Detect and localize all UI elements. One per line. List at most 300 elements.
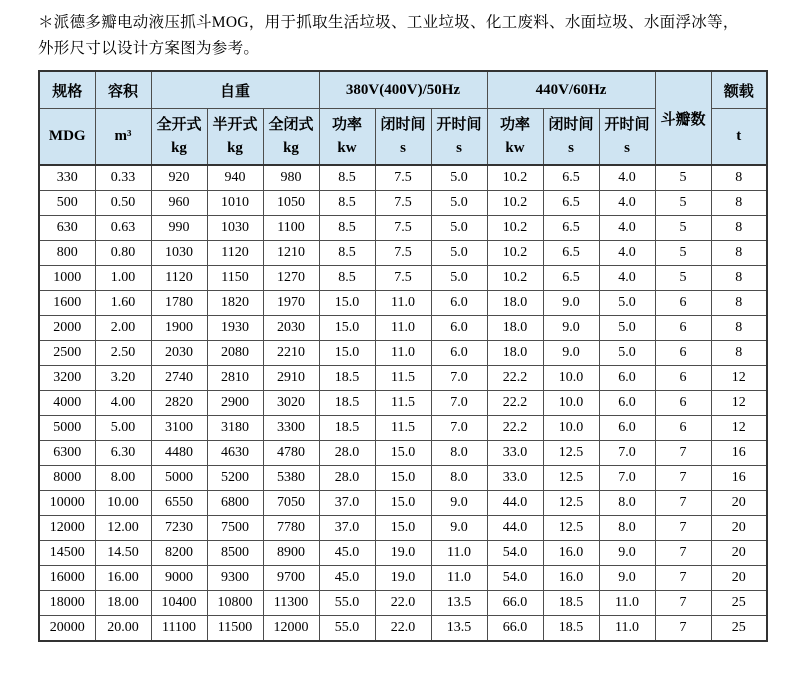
spec-cell: 45.0 — [319, 566, 375, 591]
spec-cell: 14500 — [39, 541, 95, 566]
spec-cell: 8.0 — [599, 516, 655, 541]
spec-cell: 4.0 — [599, 241, 655, 266]
spec-cell: 6.5 — [543, 241, 599, 266]
spec-cell: 18.5 — [543, 591, 599, 616]
spec-cell: 1030 — [207, 216, 263, 241]
spec-cell: 15.0 — [375, 491, 431, 516]
spec-cell: 9.0 — [431, 516, 487, 541]
spec-cell: 10.2 — [487, 266, 543, 291]
spec-cell: 5.00 — [95, 416, 151, 441]
spec-cell: 5.0 — [431, 165, 487, 191]
spec-cell: 15.0 — [319, 341, 375, 366]
spec-cell: 5.0 — [431, 241, 487, 266]
spec-cell: 6.30 — [95, 441, 151, 466]
spec-cell: 7.0 — [431, 366, 487, 391]
spec-cell: 4.0 — [599, 191, 655, 216]
spec-cell: 10400 — [151, 591, 207, 616]
header-cell-power-440 — [487, 109, 543, 166]
spec-cell: 8.0 — [599, 491, 655, 516]
spec-cell: 990 — [151, 216, 207, 241]
spec-cell: 10.2 — [487, 216, 543, 241]
spec-cell: 6 — [655, 366, 711, 391]
table-row — [39, 541, 767, 566]
spec-cell: 7 — [655, 541, 711, 566]
spec-cell: 0.50 — [95, 191, 151, 216]
spec-cell: 6.0 — [599, 366, 655, 391]
spec-cell: 7050 — [263, 491, 319, 516]
spec-cell: 7 — [655, 441, 711, 466]
spec-cell: 10.0 — [543, 391, 599, 416]
spec-cell: 16 — [711, 441, 767, 466]
spec-cell: 5.0 — [431, 216, 487, 241]
header-cell-380v: 380V(400V)/50Hz — [319, 71, 487, 109]
spec-cell: 5 — [655, 241, 711, 266]
spec-cell: 5.0 — [599, 291, 655, 316]
table-row — [39, 266, 767, 291]
spec-cell: 5000 — [151, 466, 207, 491]
spec-cell: 10000 — [39, 491, 95, 516]
header-cell-rated-load: 额载 — [711, 71, 767, 109]
spec-cell: 7 — [655, 566, 711, 591]
spec-cell: 1820 — [207, 291, 263, 316]
header-cell-spec: 规格 — [39, 71, 95, 109]
header-label: 半开式 — [212, 116, 258, 133]
spec-cell: 2030 — [263, 316, 319, 341]
header-unit: kw — [505, 139, 525, 156]
spec-cell: 4.0 — [599, 216, 655, 241]
header-cell-petal-count: 斗瓣数 — [655, 71, 711, 165]
spec-cell: 12.5 — [543, 466, 599, 491]
spec-cell: 980 — [263, 165, 319, 191]
header-unit: s — [400, 139, 406, 156]
spec-cell: 9.0 — [543, 341, 599, 366]
spec-cell: 1210 — [263, 241, 319, 266]
header-cell-close-time-380 — [375, 109, 431, 166]
spec-cell: 3300 — [263, 416, 319, 441]
spec-cell: 15.0 — [375, 441, 431, 466]
spec-cell: 16000 — [39, 566, 95, 591]
spec-cell: 14.50 — [95, 541, 151, 566]
spec-cell: 7.0 — [599, 466, 655, 491]
spec-cell: 2000 — [39, 316, 95, 341]
spec-cell: 11.5 — [375, 416, 431, 441]
spec-cell: 8 — [711, 291, 767, 316]
table-row — [39, 241, 767, 266]
spec-cell: 12.5 — [543, 516, 599, 541]
spec-cell: 630 — [39, 216, 95, 241]
spec-cell: 33.0 — [487, 466, 543, 491]
spec-cell: 3180 — [207, 416, 263, 441]
spec-cell: 37.0 — [319, 491, 375, 516]
spec-cell: 6.0 — [599, 416, 655, 441]
spec-cell: 1000 — [39, 266, 95, 291]
header-cell-440v: 440V/60Hz — [487, 71, 655, 109]
spec-cell: 9000 — [151, 566, 207, 591]
spec-cell: 8.5 — [319, 241, 375, 266]
spec-cell: 5 — [655, 165, 711, 191]
spec-cell: 22.2 — [487, 391, 543, 416]
spec-cell: 4.0 — [599, 165, 655, 191]
spec-cell: 22.0 — [375, 591, 431, 616]
spec-cell: 2500 — [39, 341, 95, 366]
spec-cell: 3020 — [263, 391, 319, 416]
spec-cell: 12 — [711, 366, 767, 391]
header-label: 全开式 — [156, 116, 202, 133]
spec-cell: 55.0 — [319, 591, 375, 616]
spec-cell: 20 — [711, 541, 767, 566]
table-row — [39, 366, 767, 391]
spec-cell: 7230 — [151, 516, 207, 541]
spec-cell: 15.0 — [319, 291, 375, 316]
spec-cell: 28.0 — [319, 466, 375, 491]
spec-cell: 9300 — [207, 566, 263, 591]
spec-table — [38, 70, 768, 642]
header-label: 功率 — [499, 116, 530, 133]
spec-cell: 66.0 — [487, 616, 543, 642]
spec-cell: 6.5 — [543, 191, 599, 216]
table-row — [39, 216, 767, 241]
spec-cell: 20 — [711, 516, 767, 541]
header-label: 功率 — [331, 116, 362, 133]
spec-table-header — [39, 71, 767, 165]
header-cell-full-closed — [263, 109, 319, 166]
spec-cell: 10800 — [207, 591, 263, 616]
spec-cell: 4480 — [151, 441, 207, 466]
spec-cell: 9.0 — [543, 316, 599, 341]
spec-cell: 1030 — [151, 241, 207, 266]
spec-cell: 25 — [711, 616, 767, 642]
spec-cell: 9.0 — [543, 291, 599, 316]
spec-cell: 8 — [711, 191, 767, 216]
spec-cell: 16.0 — [543, 566, 599, 591]
spec-cell: 12000 — [263, 616, 319, 642]
table-row — [39, 466, 767, 491]
table-row — [39, 591, 767, 616]
spec-cell: 1120 — [207, 241, 263, 266]
spec-cell: 8 — [711, 266, 767, 291]
spec-cell: 6 — [655, 391, 711, 416]
spec-cell: 0.33 — [95, 165, 151, 191]
spec-cell: 12.5 — [543, 441, 599, 466]
spec-cell: 7.0 — [431, 416, 487, 441]
spec-cell: 7 — [655, 491, 711, 516]
spec-cell: 6 — [655, 316, 711, 341]
spec-cell: 8000 — [39, 466, 95, 491]
header-unit: kg — [283, 139, 299, 156]
spec-cell: 20 — [711, 491, 767, 516]
header-cell-volume: 容积 — [95, 71, 151, 109]
spec-cell: 1050 — [263, 191, 319, 216]
spec-cell: 9.0 — [599, 566, 655, 591]
spec-cell: 19.0 — [375, 566, 431, 591]
spec-cell: 11.5 — [375, 391, 431, 416]
spec-cell: 18000 — [39, 591, 95, 616]
spec-cell: 11.0 — [599, 591, 655, 616]
spec-cell: 8.5 — [319, 191, 375, 216]
spec-cell: 18.00 — [95, 591, 151, 616]
spec-cell: 4780 — [263, 441, 319, 466]
table-row — [39, 191, 767, 216]
spec-cell: 1.60 — [95, 291, 151, 316]
spec-cell: 2820 — [151, 391, 207, 416]
spec-cell: 5 — [655, 216, 711, 241]
spec-cell: 16.0 — [543, 541, 599, 566]
header-cell-full-open — [151, 109, 207, 166]
header-cell-t: t — [711, 109, 767, 166]
header-cell-m3: m³ — [95, 109, 151, 166]
spec-cell: 33.0 — [487, 441, 543, 466]
table-row — [39, 316, 767, 341]
table-row — [39, 491, 767, 516]
spec-cell: 18.5 — [319, 416, 375, 441]
spec-cell: 16 — [711, 466, 767, 491]
spec-cell: 7 — [655, 466, 711, 491]
spec-cell: 8 — [711, 241, 767, 266]
spec-cell: 800 — [39, 241, 95, 266]
spec-cell: 18.5 — [319, 366, 375, 391]
header-label: 开时间 — [604, 116, 650, 133]
header-label: 全闭式 — [268, 116, 314, 133]
header-unit: kg — [171, 139, 187, 156]
spec-cell: 11.0 — [375, 316, 431, 341]
spec-cell: 25 — [711, 591, 767, 616]
spec-cell: 2.00 — [95, 316, 151, 341]
spec-cell: 7.5 — [375, 266, 431, 291]
spec-cell: 12 — [711, 416, 767, 441]
spec-cell: 3200 — [39, 366, 95, 391]
header-label: 开时间 — [436, 116, 482, 133]
spec-cell: 8 — [711, 341, 767, 366]
spec-cell: 8.5 — [319, 165, 375, 191]
table-row — [39, 165, 767, 191]
table-row — [39, 416, 767, 441]
table-row — [39, 291, 767, 316]
spec-cell: 11.0 — [431, 566, 487, 591]
spec-cell: 940 — [207, 165, 263, 191]
table-row — [39, 441, 767, 466]
header-row-1 — [39, 71, 767, 109]
spec-cell: 8.00 — [95, 466, 151, 491]
spec-cell: 330 — [39, 165, 95, 191]
spec-cell: 1900 — [151, 316, 207, 341]
header-cell-open-time-440 — [599, 109, 655, 166]
spec-cell: 9.0 — [599, 541, 655, 566]
spec-cell: 8 — [711, 216, 767, 241]
spec-cell: 6.0 — [431, 291, 487, 316]
spec-cell: 66.0 — [487, 591, 543, 616]
header-unit: s — [568, 139, 574, 156]
spec-cell: 16.00 — [95, 566, 151, 591]
spec-cell: 10.00 — [95, 491, 151, 516]
spec-cell: 7 — [655, 616, 711, 642]
spec-cell: 7 — [655, 591, 711, 616]
spec-cell: 10.2 — [487, 165, 543, 191]
spec-cell: 1600 — [39, 291, 95, 316]
spec-cell: 5000 — [39, 416, 95, 441]
spec-cell: 12.5 — [543, 491, 599, 516]
header-unit: kg — [227, 139, 243, 156]
header-cell-power-380 — [319, 109, 375, 166]
header-cell-mdg: MDG — [39, 109, 95, 166]
spec-cell: 960 — [151, 191, 207, 216]
spec-cell: 6300 — [39, 441, 95, 466]
spec-cell: 2210 — [263, 341, 319, 366]
spec-cell: 8900 — [263, 541, 319, 566]
spec-table-body — [39, 165, 767, 641]
spec-cell: 7500 — [207, 516, 263, 541]
spec-cell: 6.0 — [431, 316, 487, 341]
spec-cell: 1780 — [151, 291, 207, 316]
spec-cell: 15.0 — [375, 516, 431, 541]
spec-cell: 20000 — [39, 616, 95, 642]
spec-cell: 1150 — [207, 266, 263, 291]
spec-cell: 19.0 — [375, 541, 431, 566]
spec-cell: 6 — [655, 291, 711, 316]
spec-cell: 5.0 — [599, 316, 655, 341]
spec-cell: 6550 — [151, 491, 207, 516]
header-cell-close-time-440 — [543, 109, 599, 166]
spec-cell: 18.5 — [319, 391, 375, 416]
spec-cell: 5 — [655, 191, 711, 216]
spec-cell: 10.0 — [543, 366, 599, 391]
spec-cell: 22.2 — [487, 366, 543, 391]
spec-cell: 18.0 — [487, 341, 543, 366]
spec-cell: 6 — [655, 416, 711, 441]
spec-cell: 8 — [711, 165, 767, 191]
spec-cell: 1.00 — [95, 266, 151, 291]
spec-cell: 10.2 — [487, 191, 543, 216]
spec-cell: 1270 — [263, 266, 319, 291]
spec-cell: 8.0 — [431, 466, 487, 491]
intro-line-1: ＊派德多瓣电动液压抓斗MOG，用于抓取生活垃圾、工业垃圾、化工废料、水面垃圾、水面浮冰等， — [38, 14, 739, 31]
spec-cell: 7.5 — [375, 216, 431, 241]
spec-cell: 500 — [39, 191, 95, 216]
header-unit: s — [456, 139, 462, 156]
spec-cell: 11.0 — [375, 341, 431, 366]
spec-cell: 11300 — [263, 591, 319, 616]
spec-cell: 54.0 — [487, 566, 543, 591]
header-label: 闭时间 — [548, 116, 594, 133]
spec-cell: 2900 — [207, 391, 263, 416]
spec-cell: 18.0 — [487, 316, 543, 341]
spec-cell: 2030 — [151, 341, 207, 366]
spec-cell: 7.0 — [431, 391, 487, 416]
spec-cell: 10.2 — [487, 241, 543, 266]
spec-cell: 45.0 — [319, 541, 375, 566]
spec-cell: 6800 — [207, 491, 263, 516]
spec-cell: 22.2 — [487, 416, 543, 441]
intro-text — [38, 10, 770, 62]
header-cell-self-weight: 自重 — [151, 71, 319, 109]
spec-cell: 8 — [711, 316, 767, 341]
spec-cell: 10.0 — [543, 416, 599, 441]
spec-cell: 5380 — [263, 466, 319, 491]
spec-cell: 6.5 — [543, 266, 599, 291]
spec-cell: 7 — [655, 516, 711, 541]
spec-cell: 4630 — [207, 441, 263, 466]
header-cell-open-time-380 — [431, 109, 487, 166]
spec-cell: 12.00 — [95, 516, 151, 541]
spec-cell: 3100 — [151, 416, 207, 441]
spec-cell: 6 — [655, 341, 711, 366]
intro-line-2: 外形尺寸以设计方案图为参考。 — [38, 40, 260, 57]
table-row — [39, 341, 767, 366]
spec-cell: 5.0 — [431, 266, 487, 291]
spec-cell: 6.0 — [431, 341, 487, 366]
spec-cell: 5.0 — [431, 191, 487, 216]
spec-cell: 9.0 — [431, 491, 487, 516]
spec-cell: 3.20 — [95, 366, 151, 391]
spec-cell: 11500 — [207, 616, 263, 642]
spec-cell: 22.0 — [375, 616, 431, 642]
spec-cell: 1120 — [151, 266, 207, 291]
spec-cell: 7780 — [263, 516, 319, 541]
spec-cell: 15.0 — [375, 466, 431, 491]
spec-cell: 7.5 — [375, 241, 431, 266]
spec-cell: 12 — [711, 391, 767, 416]
spec-cell: 2080 — [207, 341, 263, 366]
spec-cell: 6.5 — [543, 165, 599, 191]
page — [0, 10, 800, 694]
spec-cell: 11.0 — [599, 616, 655, 642]
spec-cell: 1970 — [263, 291, 319, 316]
header-unit: s — [624, 139, 630, 156]
table-row — [39, 616, 767, 642]
spec-cell: 37.0 — [319, 516, 375, 541]
header-cell-half-open — [207, 109, 263, 166]
header-label: 闭时间 — [380, 116, 426, 133]
spec-cell: 12000 — [39, 516, 95, 541]
spec-cell: 11.0 — [375, 291, 431, 316]
spec-cell: 55.0 — [319, 616, 375, 642]
spec-cell: 9700 — [263, 566, 319, 591]
spec-cell: 5 — [655, 266, 711, 291]
spec-cell: 6.0 — [599, 391, 655, 416]
spec-cell: 2910 — [263, 366, 319, 391]
spec-cell: 44.0 — [487, 491, 543, 516]
spec-cell: 0.63 — [95, 216, 151, 241]
spec-cell: 28.0 — [319, 441, 375, 466]
spec-cell: 11.0 — [431, 541, 487, 566]
spec-cell: 8200 — [151, 541, 207, 566]
spec-cell: 13.5 — [431, 591, 487, 616]
header-unit: kw — [337, 139, 357, 156]
spec-cell: 1100 — [263, 216, 319, 241]
table-row — [39, 391, 767, 416]
table-row — [39, 516, 767, 541]
spec-cell: 13.5 — [431, 616, 487, 642]
spec-cell: 20 — [711, 566, 767, 591]
spec-cell: 8500 — [207, 541, 263, 566]
spec-cell: 5200 — [207, 466, 263, 491]
spec-cell: 11100 — [151, 616, 207, 642]
spec-cell: 6.5 — [543, 216, 599, 241]
spec-cell: 20.00 — [95, 616, 151, 642]
spec-cell: 4.0 — [599, 266, 655, 291]
spec-cell: 2740 — [151, 366, 207, 391]
spec-cell: 2.50 — [95, 341, 151, 366]
spec-cell: 4000 — [39, 391, 95, 416]
spec-cell: 5.0 — [599, 341, 655, 366]
spec-cell: 1930 — [207, 316, 263, 341]
spec-cell: 44.0 — [487, 516, 543, 541]
spec-cell: 7.0 — [599, 441, 655, 466]
spec-cell: 4.00 — [95, 391, 151, 416]
spec-cell: 2810 — [207, 366, 263, 391]
spec-cell: 8.5 — [319, 266, 375, 291]
spec-cell: 18.0 — [487, 291, 543, 316]
spec-cell: 54.0 — [487, 541, 543, 566]
